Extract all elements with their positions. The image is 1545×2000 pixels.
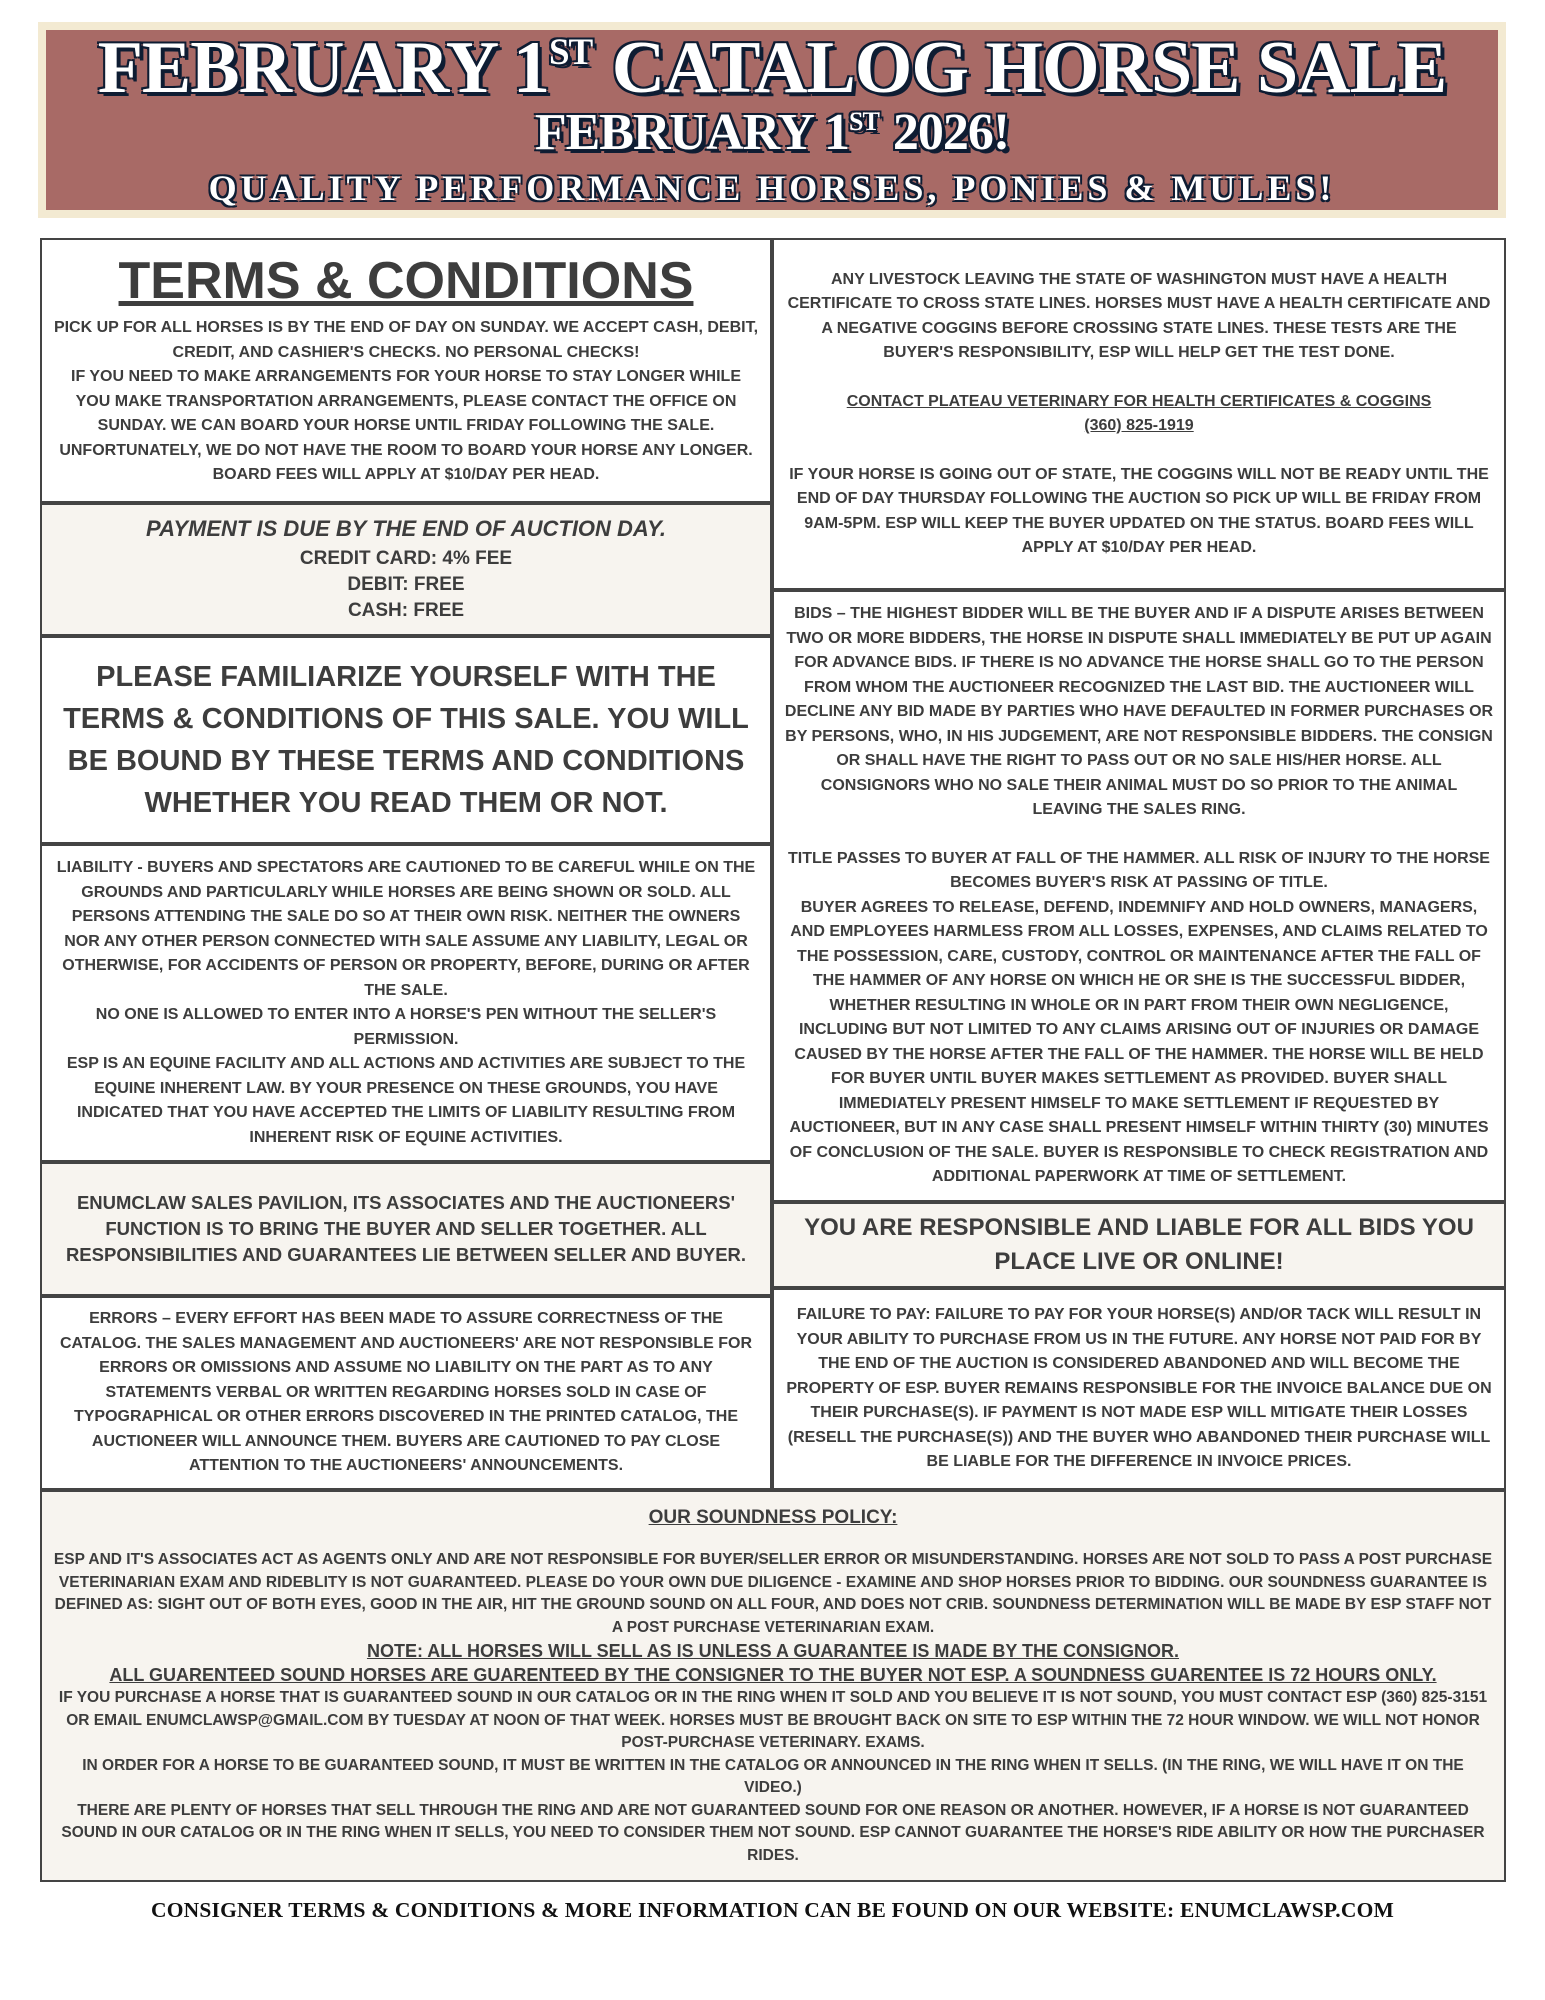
pavilion-box [40,1162,772,1296]
sale-date: FEBRUARY 1ST 2026! [534,104,1010,161]
soundness-text: ESP AND IT'S ASSOCIATES ACT AS AGENTS ONLY AND ARE NOT RESPONSIBLE FOR BUYER/SELLER ERROR OR MISUNDERSTANDING. HORSES ARE NOT SOLD TO PASS A POST PURCHASE VETERINARIAN EXAM AND RIDEBLITY IS NOT GUARANTEED. PLEASE DO YOUR OWN DUE DILIGENCE - EXAMINE AND SHOP HORSES PRIOR TO BIDDING. OUR SOUNDNESS GUARANTEE IS DEFINED AS: SIGHT OUT OF BOTH EYES, GOOD IN THE AIR, HIT THE GROUND SOUND ON ALL FOUR, AND DOES NOT CRIB. SOUNDNESS DETERMINATION WILL BE MADE BY ESP STAFF NOT A POST PURCHASE VETERINARIAN EXAM. [53,1551,1493,1636]
indemnify-text: BUYER AGREES TO RELEASE, DEFEND, INDEMNIFY AND HOLD OWNERS, MANAGERS, AND EMPLOYEES HARMLESS FROM ALL LOSSES, EXPENSES, AND CLAIMS RELATED TO THE POSSESSION, CARE, CUSTODY, CONTROL OR MAINTENANCE AFTER THE FALL OF THE HAMMER OF ANY HORSE ON WHICH HE OR SHE IS THE SUCCESSFUL BIDDER, WHETHER RESULTING IN WHOLE OR IN PART FROM THEIR OWN NEGLIGENCE, INCLUDING BUT NOT LIMITED TO ANY CLAIMS ARISING OUT OF INJURIES OR DAMAGE CAUSED BY THE HORSE AFTER THE FALL OF THE HAMMER. THE HORSE WILL BE HELD FOR BUYER UNTIL BUYER MAKES SETTLEMENT AS PROVIDED. BUYER SHALL IMMEDIATELY PRESENT HIMSELF TO MAKE SETTLEMENT IF REQUESTED BY AUCTIONEER, BUT IN ANY CASE SHALL PRESENT HIMSELF WITHIN THIRTY (30) MINUTES OF CONCLUSION OF THE SALE. BUYER IS RESPONSIBLE TO CHECK REGISTRATION AND ADDITIONAL PAPERWORK AT TIME OF SETTLEMENT. [789,898,1489,1186]
payment-debit: DEBIT: FREE [347,573,465,595]
familiarize-box [40,636,772,844]
footer-website-note: CONSIGNER TERMS & CONDITIONS & MORE INFORMATION CAN BE FOUND ON OUR WEBSITE: ENUMCLAWSP.COM [150,1898,1395,1922]
title-text: TITLE PASSES TO BUYER AT FALL OF THE HAMMER. ALL RISK OF INJURY TO THE HORSE BECOMES BUYER'S RISK AT PASSING OF TITLE. [788,849,1490,892]
soundness-box [40,1490,1506,1882]
soundness-title: OUR SOUNDNESS POLICY: [648,1507,898,1528]
terms-box [40,238,772,503]
sale-title: FEBRUARY 1ST CATALOG HORSE SALE [97,27,1447,109]
pen-text: NO ONE IS ALLOWED TO ENTER INTO A HORSE'S PEN WITHOUT THE SELLER'S PERMISSION. [95,1006,717,1048]
bids-box [772,590,1506,1202]
failure-box [772,1288,1506,1490]
failure-text: FAILURE TO PAY: FAILURE TO PAY FOR YOUR HORSE(S) AND/OR TACK WILL RESULT IN YOUR ABILITY TO PURCHASE FROM US IN THE FUTURE. ANY HORSE NOT PAID FOR BY THE END OF THE AUCTION IS CONSIDERED ABANDONED AND WILL BECOME THE PROPERTY OF ESP. BUYER REMAINS RESPONSIBLE FOR THE INVOICE BALANCE DUE ON THEIR PURCHASE(S). IF PAYMENT IS NOT MADE ESP WILL MITIGATE THEIR LOSSES (RESELL THE PURCHASE(S)) AND THE BUYER WHO ABANDONED THEIR PURCHASE WILL BE LIABLE FOR THE DIFFERENCE IN INVOICE PRICES. [786,1306,1492,1471]
soundness-contact-text: IF YOU PURCHASE A HORSE THAT IS GUARANTEED SOUND IN OUR CATALOG OR IN THE RING WHEN IT SOLD AND YOU BELIEVE IT IS NOT SOUND, YOU MUST CONTACT ESP (360) 825-3151 OR EMAIL ENUMCLAWSP@GMAIL.COM BY TUESDAY AT NOON OF THAT WEEK. HORSES MUST BE BROUGHT BACK ON SITE TO ESP WITHIN THE 72 HOUR WINDOW. WE WILL NOT HONOR POST-PURCHASE VETERINARY. EXAMS. [58,1689,1488,1751]
boarding-text: IF YOU NEED TO MAKE ARRANGEMENTS FOR YOUR HORSE TO STAY LONGER WHILE YOU MAKE TRANSPORTATION ARRANGEMENTS, PLEASE CONTACT THE OFFICE ON SUNDAY. WE CAN BOARD YOUR HORSE UNTIL FRIDAY FOLLOWING THE SALE. UNFORTUNATELY, WE DO NOT HAVE THE ROOM TO BOARD YOUR HORSE ANY LONGER. BOARD FEES WILL APPLY AT $10/DAY PER HEAD. [59,368,753,484]
health-text: ANY LIVESTOCK LEAVING THE STATE OF WASHINGTON MUST HAVE A HEALTH CERTIFICATE TO CROSS STATE LINES. HORSES MUST HAVE A HEALTH CERTIFICATE AND A NEGATIVE COGGINS BEFORE CROSSING STATE LINES. THESE TESTS ARE THE BUYER'S RESPONSIBILITY, ESP WILL HELP GET THE TEST DONE. [787,270,1491,361]
soundness-note-consignor: NOTE: ALL HORSES WILL SELL AS IS UNLESS A GUARANTEE IS MADE BY THE CONSIGNOR. [366,1641,1180,1661]
payment-credit: CREDIT CARD: 4% FEE [299,547,513,569]
responsible-text: YOU ARE RESPONSIBLE AND LIABLE FOR ALL BIDS YOU PLACE LIVE OR ONLINE! [804,1214,1474,1275]
soundness-note-72-hours: ALL GUARENTEED SOUND HORSES ARE GUARENTEED BY THE CONSIGNER TO THE BUYER NOT ESP. A SOUNDNESS GUARENTEE IS 72 HOURS ONLY. [109,1665,1437,1685]
vet-phone: (360) 825-1919 [1084,417,1194,434]
liability-text: LIABILITY - BUYERS AND SPECTATORS ARE CAUTIONED TO BE CAREFUL WHILE ON THE GROUNDS AND PARTICULARLY WHILE HORSES ARE BEING SHOWN OR SOLD. ALL PERSONS ATTENDING THE SALE DO SO AT THEIR OWN RISK. NEITHER THE OWNERS NOR ANY OTHER PERSON CONNECTED WITH SALE ASSUME ANY LIABILITY, LEGAL OR OTHERWISE, FOR ACCIDENTS OF PERSON OR PROPERTY, BEFORE, DURING OR AFTER THE SALE. [56,859,756,999]
header-banner-inner [46,27,1498,210]
pavilion-text: ENUMCLAW SALES PAVILION, ITS ASSOCIATES AND THE AUCTIONEERS' FUNCTION IS TO BRING THE BUYER AND SELLER TOGETHER. ALL RESPONSIBILITIES AND GUARANTEES LIE BETWEEN SELLER AND BUYER. [65,1192,747,1265]
sale-tagline: QUALITY PERFORMANCE HORSES, PONIES & MULES! [208,168,1336,208]
errors-text: ERRORS – EVERY EFFORT HAS BEEN MADE TO ASSURE CORRECTNESS OF THE CATALOG. THE SALES MANAGEMENT AND AUCTIONEERS' ARE NOT RESPONSIBLE FOR ERRORS OR OMISSIONS AND ASSUME NO LIABILITY ON THE PART AS TO ANY STATEMENTS VERBAL OR WRITTEN REGARDING HORSES SOLD IN CASE OF TYPOGRAPHICAL OR OTHER ERRORS DISCOVERED IN THE PRINTED CATALOG, THE AUCTIONEER WILL ANNOUNCE THEM. BUYERS ARE CAUTIONED TO PAY CLOSE ATTENTION TO THE AUCTIONEERS' ANNOUNCEMENTS. [59,1310,753,1475]
header-banner [38,22,1506,218]
payment-box [40,503,772,636]
payment-title: PAYMENT IS DUE BY THE END OF AUCTION DAY. [146,515,666,541]
health-box [772,238,1506,590]
terms-title: TERMS & CONDITIONS [118,252,694,311]
coggins-text: IF YOUR HORSE IS GOING OUT OF STATE, THE COGGINS WILL NOT BE READY UNTIL THE END OF DAY THURSDAY FOLLOWING THE AUCTION SO PICK UP WILL BE FRIDAY FROM 9AM-5PM. ESP WILL KEEP THE BUYER UPDATED ON THE STATUS. BOARD FEES WILL APPLY AT $10/DAY PER HEAD. [789,465,1489,556]
responsible-box [772,1202,1506,1288]
soundness-not-guaranteed-text: THERE ARE PLENTY OF HORSES THAT SELL THROUGH THE RING AND ARE NOT GUARANTEED SOUND FOR ONE REASON OR ANOTHER. HOWEVER, IF A HORSE IS NOT GUARANTEED SOUND IN OUR CATALOG OR IN THE RING WHEN IT SELLS, YOU NEED TO CONSIDER THEM NOT SOUND. ESP CANNOT GUARANTEE THE HORSE'S RIDE ABILITY OR HOW THE PURCHASER RIDES. [61,1801,1485,1864]
equine-law-text: ESP IS AN EQUINE FACILITY AND ALL ACTIONS AND ACTIVITIES ARE SUBJECT TO THE EQUINE INHERENT LAW. BY YOUR PRESENCE ON THESE GROUNDS, YOU HAVE INDICATED THAT YOU HAVE ACCEPTED THE LIMITS OF LIABILITY RESULTING FROM INHERENT RISK OF EQUINE ACTIVITIES. [66,1055,746,1146]
payment-cash: CASH: FREE [347,599,465,621]
vet-contact: CONTACT PLATEAU VETERINARY FOR HEALTH CERTIFICATES & COGGINS [846,392,1432,410]
errors-box [40,1296,772,1490]
soundness-catalog-text: IN ORDER FOR A HORSE TO BE GUARANTEED SOUND, IT MUST BE WRITTEN IN THE CATALOG OR ANNOUNCED IN THE RING WHEN IT SELLS. (IN THE RING, WE WILL HAVE IT ON THE VIDEO.) [82,1756,1464,1796]
familiarize-text: PLEASE FAMILIARIZE YOURSELF WITH THE TERMS & CONDITIONS OF THIS SALE. YOU WILL BE BOUND BY THESE TERMS AND CONDITIONS WHETHER YOU READ THEM OR NOT. [63,661,749,819]
pickup-text: PICK UP FOR ALL HORSES IS BY THE END OF DAY ON SUNDAY. WE ACCEPT CASH, DEBIT, CREDIT, AND CASHIER'S CHECKS. NO PERSONAL CHECKS! [53,319,759,361]
bids-text: BIDS – THE HIGHEST BIDDER WILL BE THE BUYER AND IF A DISPUTE ARISES BETWEEN TWO OR MORE BIDDERS, THE HORSE IN DISPUTE SHALL IMMEDIATELY BE PUT UP AGAIN FOR ADVANCE BIDS. IF THERE IS NO ADVANCE THE HORSE SHALL GO TO THE PERSON FROM WHOM THE AUCTIONEER RECOGNIZED THE LAST BID. THE AUCTIONEER WILL DECLINE ANY BID MADE BY PARTIES WHO HAVE DEFAULTED IN FORMER PURCHASES OR BY PERSONS, WHO, IN HIS JUDGEMENT, ARE NOT RESPONSIBLE BIDDERS. THE CONSIGN OR SHALL HAVE THE RIGHT TO PASS OUT OR NO SALE HIS/HER HORSE. ALL CONSIGNORS WHO NO SALE THEIR ANIMAL MUST DO SO PRIOR TO THE ANIMAL LEAVING THE SALES RING. [784,605,1494,819]
liability-box [40,844,772,1162]
